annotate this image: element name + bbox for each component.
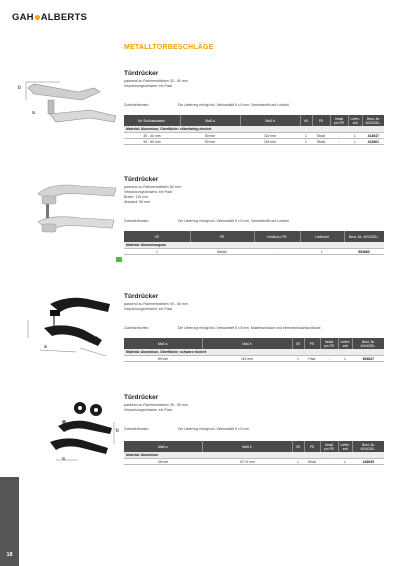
product-spec: Breite: 115 mm [124,195,149,199]
col-header: Inhalt pro PE [254,231,300,242]
product-title: Türdrücker [124,394,159,401]
col-header: Best.-Nr. 4004330... [363,115,384,126]
accessory-hint [124,219,384,225]
material-row: Material: Aluminium [124,452,384,459]
brand-dot-icon [35,15,40,20]
table-row [124,356,384,362]
page-number: 18 [6,552,13,558]
table-cell: 1 [292,356,304,362]
table-cell: Stück [312,139,330,145]
hint-label: Zubehörhinweis: [124,103,149,107]
table-cell: - [320,356,338,362]
hint-text: Die Lieferung erfolgt inkl. Vierkantstift 8 x 8 mm, Gewindestift und Lochteil [178,219,289,223]
table-cell: 115 mm [240,139,300,145]
product-table [124,115,384,145]
new-badge [116,257,122,262]
product-spec: Abstand: 50 mm [124,200,151,204]
product-1 [124,70,384,145]
product-image-silver-lever [20,74,120,134]
table-cell: 1 [300,133,312,139]
col-header: Liefer-zeit [348,115,363,126]
col-header: Best.-Nr. 4004330... [353,338,384,349]
table-cell: 50 mm [124,356,202,362]
hint-label: Zubehörhinweis: [124,427,149,431]
table-row [124,139,384,145]
product-spec: passend zu Rahmenstärken 30 - 60 mm [124,79,188,83]
product-table [124,231,384,255]
table-cell: - [320,459,338,465]
table-row [124,249,384,255]
dim-label-b: b [18,85,21,91]
brand-logo [12,12,87,23]
hint-label: Zubehörhinweis: [124,326,149,330]
col-header: Best.-Nr. 4004330... [344,231,384,242]
hint-text: Die Lieferung erfolgt inkl. Vierkantstift 8 x 8 mm, Madenschraube und Innensechskantschlüssel [178,326,321,330]
table-cell: 50 mm [180,133,240,139]
product-image-black-lever-rosettes [20,398,120,468]
col-header: Maß a [124,441,202,452]
col-header: Best.-Nr. 4004330... [353,441,384,452]
table-cell: L [338,459,353,465]
table-cell: 1 [300,139,312,145]
product-4 [124,394,384,465]
col-header: Maß b [202,338,292,349]
material-row: Material: Aluminiumguss [124,242,384,249]
table-cell: - [330,133,348,139]
product-title: Türdrücker [124,70,159,77]
article-number: 654847 [353,356,384,362]
brand-right: ALBERTS [40,12,87,23]
dim-label-a: a [44,344,47,350]
table-cell: L [348,133,363,139]
product-spec: Verpackungshinweis: ein Paar [124,307,173,311]
hint-text: Die Lieferung erfolgt inkl. Vierkantstift 8 x 8 mm, Gewindestift und Lochteil [178,103,289,107]
product-image-black-lever [20,290,120,360]
accessory-hint [124,326,384,332]
col-header: Inhalt pro PE [320,338,338,349]
col-header: Maß a [180,115,240,126]
col-header: für Schlosskasten [124,115,180,126]
col-header: Inhalt pro PE [320,441,338,452]
section-title: METALLTORBESCHLÄGE [124,44,214,51]
article-number: 416635 [353,459,384,465]
col-header: Lieferzeit [300,231,344,242]
col-header: VE [292,441,304,452]
col-header: PE [312,115,330,126]
table-cell: 50 - 60 mm [124,139,180,145]
accessory-hint [124,103,384,109]
table-cell: 115 mm [240,133,300,139]
table-cell: 30 - 40 mm [124,133,180,139]
product-image-cast-lever [20,178,120,248]
table-cell: - [330,139,348,145]
product-title: Türdrücker [124,176,159,183]
table-cell: Stück [312,133,330,139]
material-row: Material: Aluminium, Oberfläche: schwarz eloxiert [124,349,384,356]
brand-left: GAH [12,12,34,23]
dim-label-a: a [62,456,65,462]
table-cell: L [300,249,344,255]
product-3 [124,293,384,362]
table-cell: 1 [124,249,190,255]
table-cell: Beutel [190,249,254,255]
table-row [124,459,384,465]
page-tab [0,477,19,566]
col-header: Inhalt pro PE [330,115,348,126]
col-header: VE [292,338,304,349]
col-header: Liefer-zeit [338,338,353,349]
article-number: 554880 [344,249,384,255]
col-header: Maß b [240,115,300,126]
product-2 [124,176,384,255]
article-number: 412647 [363,133,384,139]
table-cell: 1 [292,459,304,465]
col-header: PE [190,231,254,242]
hint-text: Die Lieferung erfolgt inkl. Vierkantstift 8 x 8 mm [178,427,249,431]
dim-label-a: a [32,110,35,116]
accessory-hint [124,427,384,433]
product-spec: Verpackungshinweis: ein Paar [124,408,173,412]
table-cell: 107,5 mm [202,459,292,465]
material-row: Material: Aluminium, Oberfläche: silberfarbig eloxiert [124,126,384,133]
product-spec: passend zu Rahmenstärken 40 - 65 mm [124,302,188,306]
table-cell: Stück [304,459,320,465]
col-header: Liefer-zeit [338,441,353,452]
product-table [124,338,384,362]
col-header: Maß a [124,338,202,349]
table-cell: L [348,139,363,145]
product-spec: Verpackungshinweis: ein Paar [124,84,173,88]
col-header: PE [304,338,320,349]
product-title: Türdrücker [124,293,159,300]
table-cell: 115 mm [202,356,292,362]
product-spec: passend zu Rahmenstärken 50 mm [124,185,181,189]
table-cell: L [338,356,353,362]
col-header: Maß b [202,441,292,452]
product-spec: passend zu Rahmenstärken 35 - 50 mm [124,403,188,407]
product-table [124,441,384,465]
table-cell: Paar [304,356,320,362]
col-header: VE [300,115,312,126]
dim-label-b: b [116,428,119,434]
table-cell: 46 mm [124,459,202,465]
dim-label-b: b [96,336,99,342]
table-cell: 50 mm [180,139,240,145]
hint-label: Zubehörhinweis: [124,219,149,223]
col-header: PE [304,441,320,452]
product-spec: Verpackungshinweis: ein Paar [124,190,173,194]
col-header: VE [124,231,190,242]
table-cell: - [254,249,300,255]
article-number: 412661 [363,139,384,145]
